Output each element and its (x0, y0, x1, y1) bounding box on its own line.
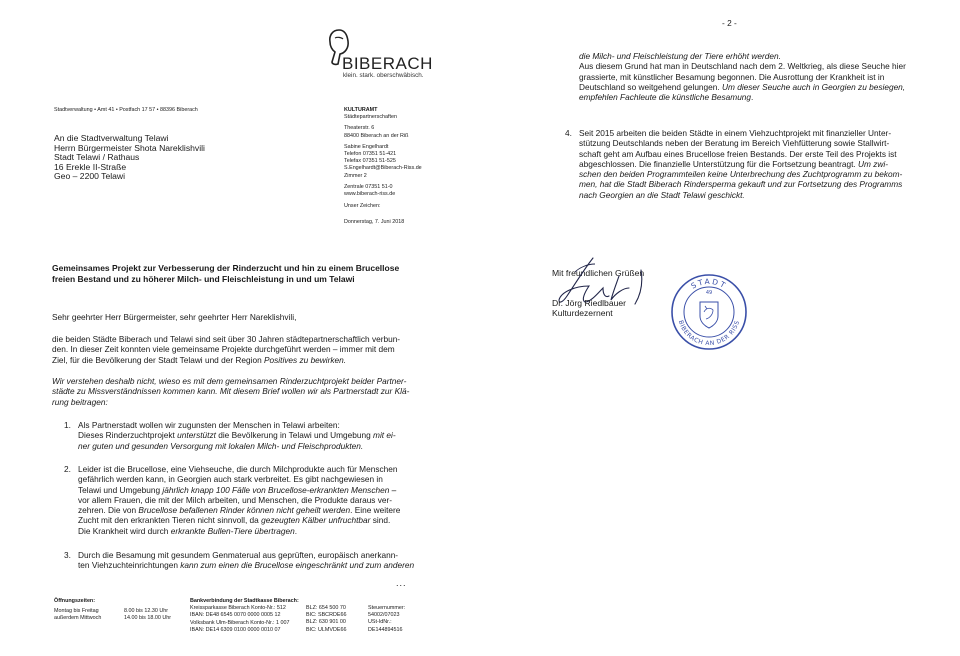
text-emphasis: erkrankte Bullen-Tiere übertragen (170, 525, 295, 536)
text-line (579, 159, 957, 169)
recipient-line: An die Stadtverwaltung Telawi (54, 133, 169, 143)
text-span: zehren. Die von (78, 505, 139, 516)
text-line: Als Partnerstadt wollen wir zugunsten der Menschen in Telawi arbeiten: (78, 420, 340, 430)
text-line: Durch die Besamung mit gesundem Genmaterual aus geprüften, europäisch anerkann- (78, 550, 399, 560)
subject-line: Gemeinsames Projekt zur Verbesserung der Rinderzucht und hin zu einem Brucellose (52, 263, 400, 273)
hours-time: 8.00 bis 12.30 Uhr (124, 608, 169, 615)
central-phone: Zentrale 07351 51-0 (344, 183, 393, 190)
text-emphasis: Positives zu bewirken. (264, 354, 347, 365)
text-span: . Eine weitere (350, 505, 401, 516)
bank-title: Bankverbindung der Stadtkasse Biberach: (190, 598, 299, 604)
hours-title: Öffnungszeiten: (54, 598, 96, 604)
bank-line: IBAN: DE14 6309 0100 0000 0010 07 (190, 626, 281, 633)
text-line (78, 515, 456, 525)
text-span: Telawi und Umgebung (78, 484, 163, 495)
text-span: sind. (370, 515, 391, 526)
tax-line: USt-IdNr.: (368, 619, 392, 626)
text-span: ten Viehzuchteinrichtungen (78, 560, 181, 571)
salutation: Sehr geehrter Herr Bürgermeister, sehr geehrter Herr Nareklishvili, (52, 312, 297, 322)
text-span: Ziel, für die Bevölkerung der Stadt Telawi und der Region (52, 354, 264, 365)
contact-line: Zimmer 2 (344, 172, 367, 179)
opening-hours (54, 598, 184, 623)
bank-code: BLZ: 654 500 70 (306, 605, 346, 611)
text-line: Seit 2015 arbeiten die beiden Städte in einem Viehzuchtprojekt mit finanzieller Unter- (579, 128, 892, 138)
point-number: 2. (64, 464, 71, 474)
text-span: . (294, 525, 297, 536)
continuation-marker: ... (396, 578, 407, 588)
bank-codes (306, 605, 366, 634)
letter-subject (52, 263, 452, 284)
text-span: die Bevölkerung in Telawi und Umgebung (215, 430, 374, 441)
text-line: grassierte, mit künstlicher Besamung begonnen. Die Ausrottung der Krankheit ist in (579, 71, 885, 82)
text-line (78, 485, 456, 495)
point-4 (565, 128, 957, 200)
intro-paragraph (52, 334, 457, 365)
text-span: Deutschland so weitgehend gelungen. (579, 81, 722, 92)
text-line: gefährlich werden kann, in Georgien auch stark verbreitet. Es gibt nachgewiesen in (78, 474, 383, 485)
text-line (52, 355, 457, 365)
signer-block (552, 298, 626, 319)
contact-line: Telefax 07351 51-525 (344, 158, 396, 165)
text-emphasis: mit ei- (373, 430, 396, 441)
text-line: schaft geht am Aufbau eines Brucellose freien Bestands. Der erste Teil des Projekts ist (579, 148, 897, 159)
hours-days: außerdem Mittwoch (54, 615, 102, 622)
bank-line: Kreissparkasse Biberach Konto-Nr.: 512 (190, 605, 286, 612)
recipient-line: Geo – 2200 Telawi (54, 171, 126, 182)
point-3 (64, 550, 456, 571)
contact-email[interactable]: S.Engelhardt@Biberach-Riss.de (344, 165, 422, 172)
text-emphasis: jährlich knapp 100 Fälle von Brucellose-erkrankten Menschen – (162, 484, 397, 495)
reference-label: Unser Zeichen: (344, 203, 381, 210)
closing-phrase: Mit freundlichen Grüßen (552, 268, 645, 278)
text-span: . (751, 92, 754, 103)
text-span: Zucht mit den erkrankten Tieren nicht sinnvoll, da (78, 515, 262, 526)
text-line: den. In dieser Zeit konnten viele gemeinsame Projekte durchgeführt werden – immer mit dem (52, 344, 395, 355)
subject-line: freien Bestand und zu höherer Milch- und Fleischleistung in und um Telawi (52, 273, 355, 284)
text-line (78, 505, 456, 515)
letter-page-2 (460, 0, 960, 656)
point-number: 3. (64, 550, 71, 560)
svg-text:STADT (690, 277, 729, 291)
office-title: KULTURAMT (344, 107, 378, 113)
biberach-logo (326, 28, 433, 80)
logo-wordmark: BIBERACH (342, 54, 433, 73)
hours-row (54, 615, 184, 622)
bank-code: BIC: SBCRDE66 (306, 612, 347, 619)
bank-code: BIC: ULMVDE66 (306, 626, 347, 633)
recipient-line: Stadt Telawi / Rathaus (54, 152, 140, 163)
text-line: nach Georgien an die Stadt Telawi geschickt. (579, 189, 745, 200)
text-line: stützung Deutschlands neben der Beratung im Bereich Viehfütterung sowie Stallwirt- (579, 138, 890, 149)
bank-line: Volksbank Ulm-Biberach Konto-Nr.: 1 007 (190, 619, 290, 626)
office-info (344, 107, 454, 227)
website-link[interactable]: www.biberach-riss.de (344, 191, 396, 198)
seal-number: 49 (705, 290, 713, 296)
text-line: ner guten und gesunden Versorgung mit lokalen Milch- und Fleischprodukten. (78, 440, 364, 451)
letter-date: Donnerstag, 7. Juni 2018 (344, 219, 405, 226)
recipient-address (54, 134, 314, 182)
seal-top-text: STADT (689, 276, 729, 291)
text-emphasis: Um zwi- (858, 158, 888, 169)
text-line (579, 82, 955, 92)
contact-line: Telefon 07351 51-421 (344, 151, 397, 158)
text-line: städte zu Missverständnissen kommen kann. Mit diesem Brief wollen wir als Partnerstadt zur Klä- (52, 386, 410, 397)
clarification-paragraph (52, 376, 457, 407)
text-line (78, 560, 456, 570)
city-seal-stamp (669, 272, 749, 352)
tax-line: 54002/07023 (368, 612, 400, 619)
signer-name: Dr. Jörg Riedlbauer (552, 298, 627, 308)
text-emphasis: Um dieser Seuche auch in Georgien zu besiegen, (722, 81, 906, 92)
text-line: rung beitragen: (52, 396, 108, 407)
point-number: 4. (565, 128, 572, 138)
office-department: Städtepartnerschaften (344, 114, 398, 121)
contact-line: Sabine Engelhardt (344, 143, 389, 150)
text-line: Leider ist die Brucellose, eine Viehseuche, die durch Milchprodukte auch für Menschen (78, 464, 398, 474)
logo-tagline: klein. stark. oberschwäbisch. (343, 72, 424, 79)
text-span: abgeschlossen. Die finanzielle Unterstützung für die Fortsetzung beantragt. (579, 158, 859, 169)
point-number: 1. (64, 420, 71, 430)
text-line: men, hat die Stadt Biberach Rindersperma gekauft und zur Fortsetzung des Programms (579, 179, 903, 190)
text-emphasis: gezeugten Kälber unfruchtbar (261, 515, 371, 526)
text-line: die Milch- und Fleischleistung der Tiere erhöht werden. (579, 51, 781, 61)
office-address-line: Theaterstr. 6 (344, 125, 375, 132)
text-emphasis: Brucellose befallenen Rinder können nicht geheilt werden (138, 505, 351, 516)
point-3-continuation (579, 51, 955, 102)
office-address-line: 88400 Biberach an der Riß (344, 132, 409, 139)
page-number: - 2 - (722, 18, 737, 28)
hours-row (54, 608, 184, 615)
text-line: vor allem Frauen, die mit der Milch arbeiten, und Menschen, die Produkte daraus ver- (78, 494, 393, 505)
text-line (78, 526, 456, 536)
letter-page-1 (0, 0, 459, 656)
point-2 (64, 464, 456, 536)
seal-bottom-text: BIBERACH AN DER RISS (676, 319, 742, 348)
text-span: Dieses Rinderzuchtprojekt (78, 430, 178, 441)
text-emphasis: unterstützt (177, 430, 216, 441)
tax-line: DE144894516 (368, 626, 403, 633)
bank-line: IBAN: DE48 6545 0070 0000 0005 12 (190, 612, 281, 619)
sender-line: Stadtverwaltung • Amt 41 • Postfach 17 57 • 88396 Biberach (54, 107, 198, 113)
point-1 (64, 420, 456, 451)
tax-info (368, 605, 448, 634)
recipient-line: 16 Erekle II-Straße (54, 161, 127, 172)
text-emphasis: empfehlen Fachleute die künstliche Besamung (579, 92, 752, 103)
text-line: die beiden Städte Biberach und Telawi sind seit über 30 Jahren städtepartnerschaftlich verbun- (52, 334, 401, 344)
text-line: Wir verstehen deshalb nicht, wieso es mit dem gemeinsamen Rinderzuchtprojekt beider Partner- (52, 376, 407, 386)
text-span: Die Krankheit wird durch (78, 525, 171, 536)
text-line (579, 92, 955, 102)
hours-time: 14.00 bis 18.00 Uhr (124, 615, 172, 622)
tax-line: Steuernummer: (368, 605, 406, 611)
text-emphasis: kann zum einen die Brucellose eingeschränkt und zum anderen (180, 560, 415, 571)
text-line: schen den beiden Programmteilen keine Unterbrechung des Zuchtprogramm zu bekom- (579, 169, 903, 180)
signer-title: Kulturdezernent (552, 308, 613, 319)
text-line: Aus diesem Grund hat man in Deutschland nach dem 2. Weltkrieg, als diese Seuche hier (579, 61, 906, 72)
text-line (78, 430, 456, 440)
bank-details (190, 598, 310, 634)
recipient-line: Herrn Bürgermeister Shota Nareklishvili (54, 142, 205, 153)
hours-days: Montag bis Freitag (54, 608, 99, 615)
bank-code: BLZ: 630 901 00 (306, 619, 346, 626)
